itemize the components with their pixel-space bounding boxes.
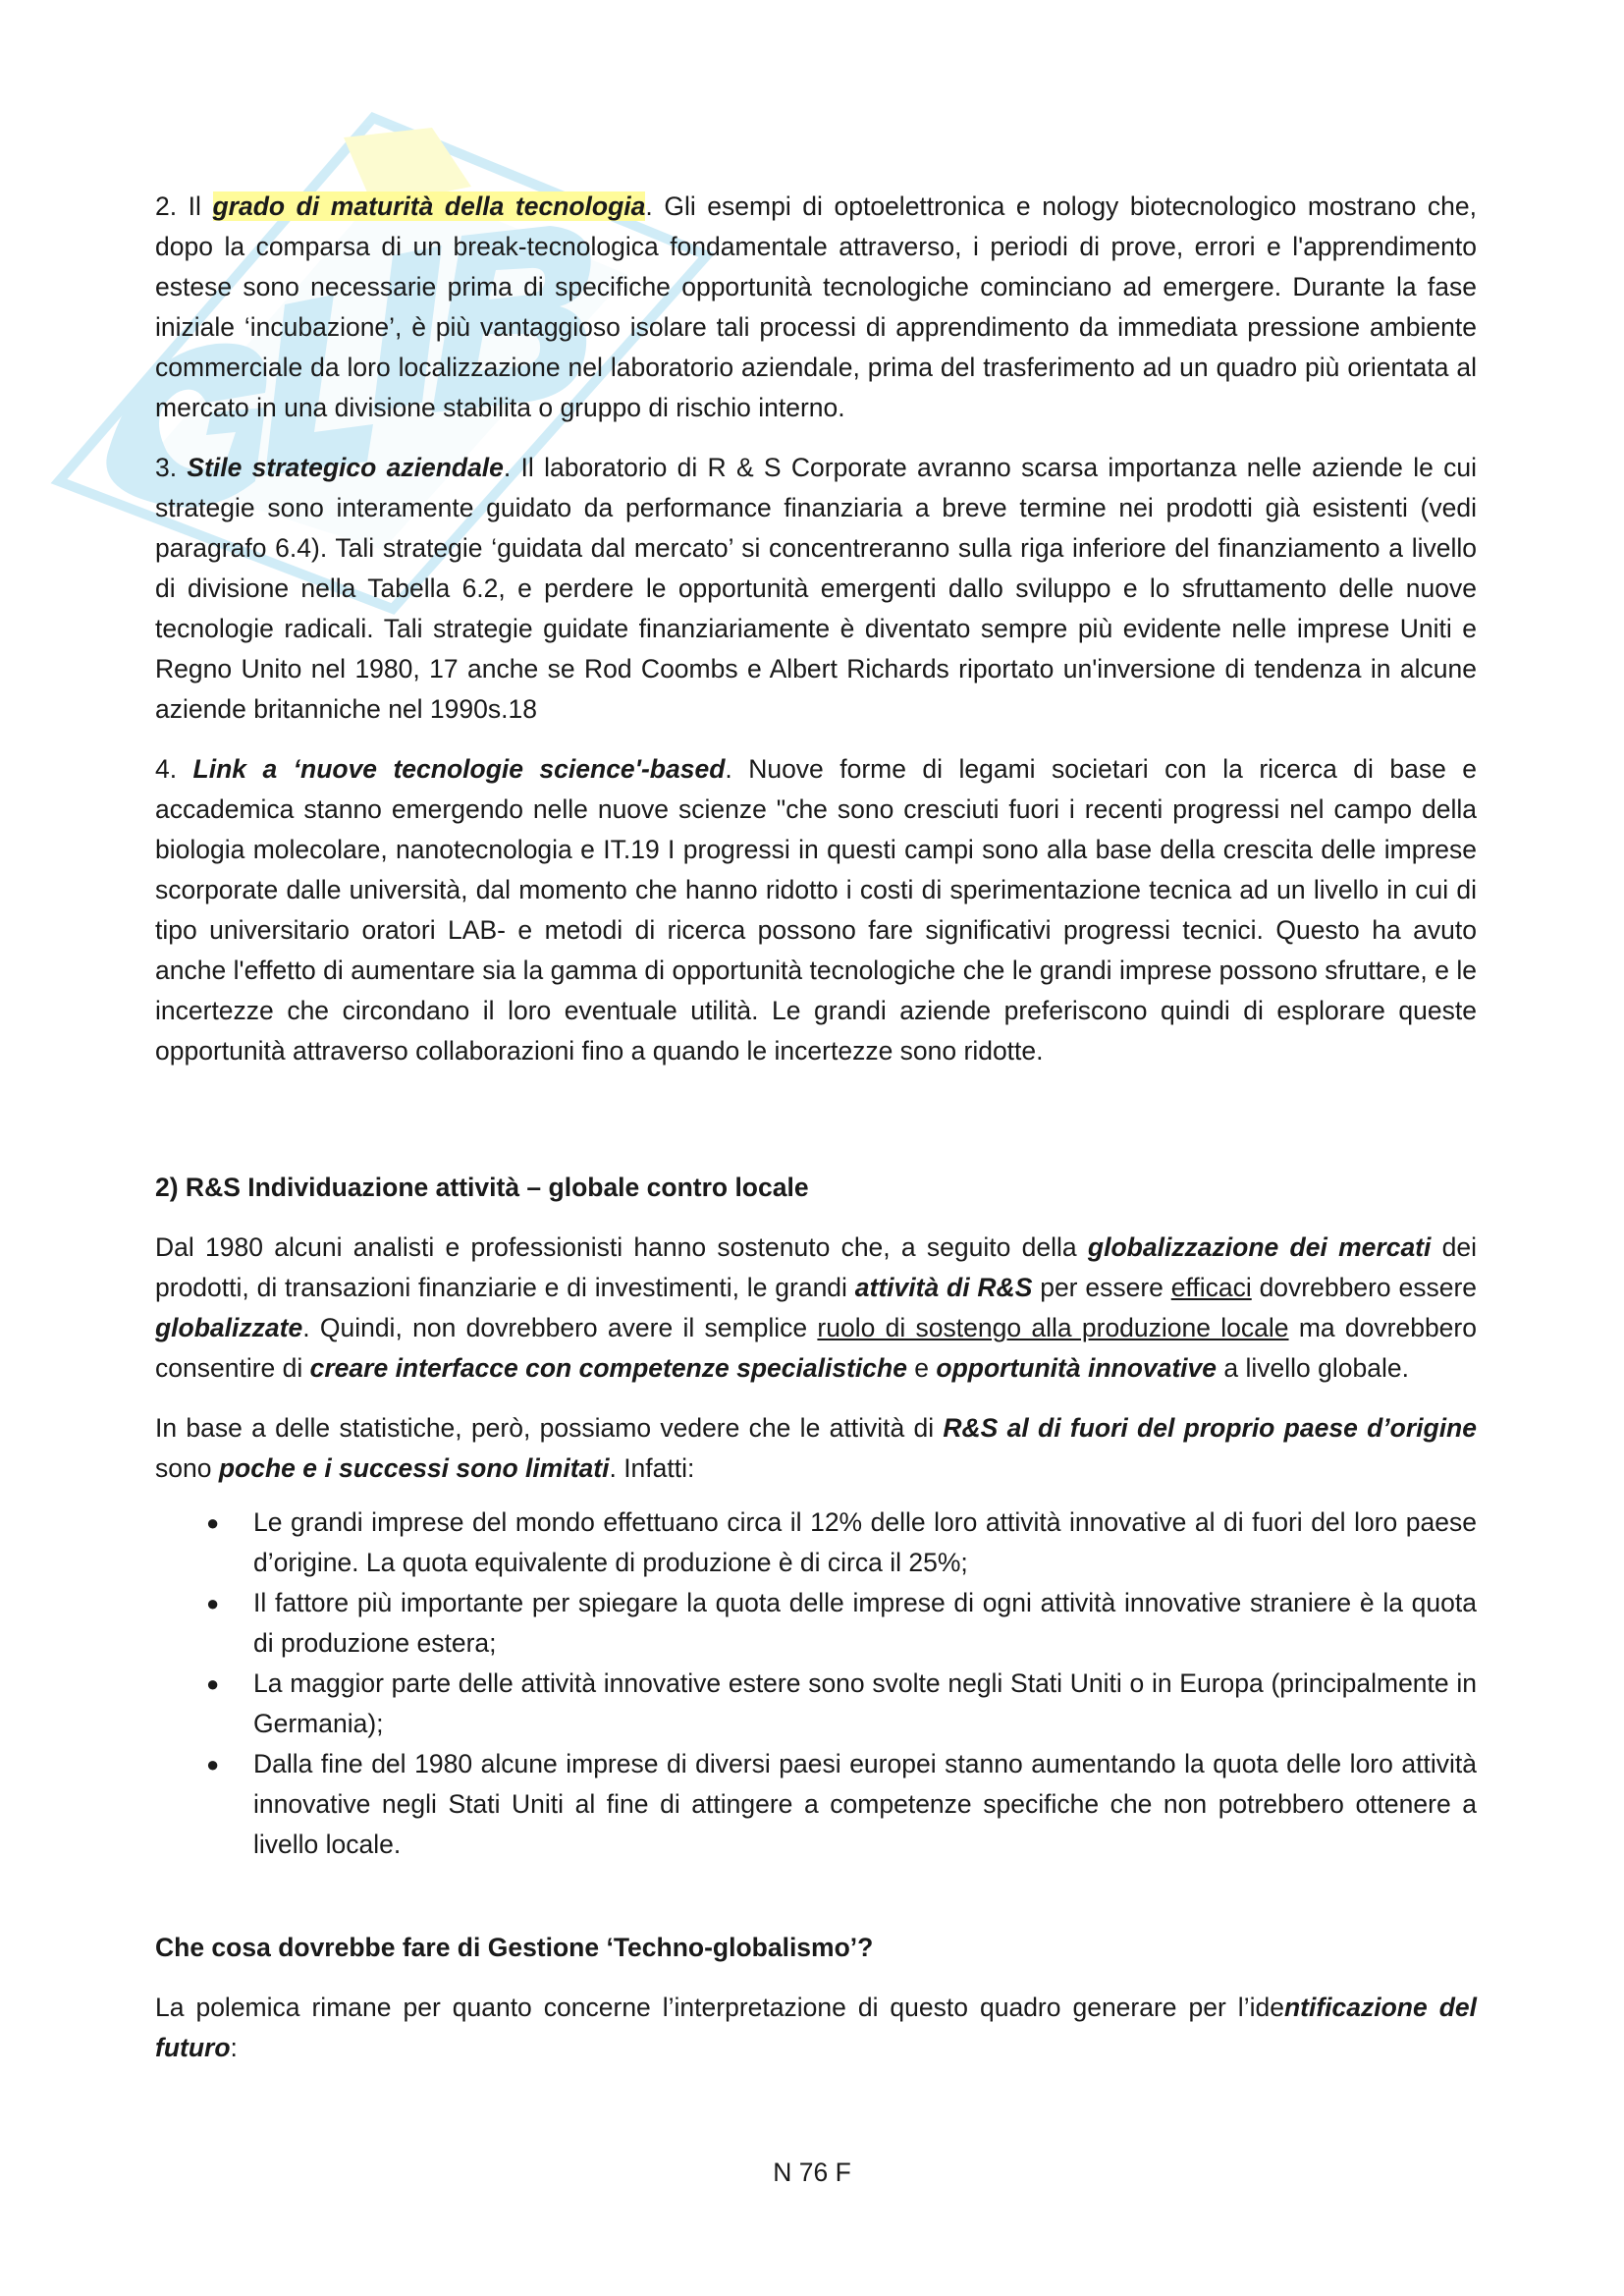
list-item: ● Dalla fine del 1980 alcune imprese di diversi paesi europei stanno aumentando la quota delle loro attività innovative negli Stati Uniti al fine di attingere a competenze specifiche che non potrebbero ottenere a livello locale. [155, 1744, 1477, 1865]
list-paragraph-4: 4. Link a ‘nuove tecnologie science'-based. Nuove forme di legami societari con la ricerca di base e accademica stanno emergendo nelle nuove scienze "che sono cresciuti fuori i recenti progressi nel campo della biologia molecolare, nanotecnologia e IT.19 I progressi in questi campi sono alla base della crescita delle imprese scorporate dalle università, dal momento che hanno ridotto i costi di sperimentazione tecnica ad un livello in cui di tipo universitario oratori LAB- e metodi di ricerca possono fare significativi progressi tecnici. Questo ha avuto anche l'effetto di aumentare sia la gamma di opportunità tecnologiche che le grandi imprese possono sfruttare, e le incertezze che circondano il loro eventuale utilità. Le grandi aziende preferiscono quindi di esplorare queste opportunità attraverso collaborazioni fino a quando le incertezze sono ridotte. [155, 754, 1477, 1066]
page-number: N 76 F [773, 2158, 851, 2187]
list-item: ● La maggior parte delle attività innovative estere sono svolte negli Stati Uniti o in Europa (principalmente in Germania); [155, 1664, 1477, 1744]
bullet-icon: ● [206, 1671, 220, 1696]
paragraph-statistics: In base a delle statistiche, però, possiamo vedere che le attività di R&S al di fuori del proprio paese d’origine sono poche e i successi sono limitati. Infatti: [155, 1413, 1477, 1483]
main-content [155, 187, 1477, 2068]
highlighted-title: grado di maturità della tecnologia [212, 191, 646, 221]
statistics-bullet-list [155, 1503, 1477, 1865]
bullet-icon: ● [206, 1510, 220, 1535]
bullet-icon: ● [206, 1591, 220, 1615]
list-paragraph-3: 3. Stile strategico aziendale. Il laboratorio di R & S Corporate avranno scarsa importanza nelle aziende le cui strategie sono interamente guidato da performance finanziaria a breve termine nei prodotti già esistenti (vedi paragrafo 6.4). Tali strategie ‘guidata dal mercato’ si concentreranno sulla riga inferiore del finanziamento a livello di divisione nella Tabella 6.2, e perdere le opportunità emergenti dallo sviluppo e lo sfruttamento delle nuove tecnologie radicali. Tali strategie guidate finanziariamente è diventato sempre più evidente nelle imprese Uniti e Regno Unito nel 1980, 17 anche se Rod Coombs e Albert Richards riportato un'inversione di tendenza in alcune aziende britanniche nel 1990s.18 [155, 453, 1477, 724]
section-heading-techno-globalism: Che cosa dovrebbe fare di Gestione ‘Techno-globalismo’? [155, 1933, 874, 1962]
list-item: ● Il fattore più importante per spiegare la quota delle imprese di ogni attività innovative straniere è la quota di produzione estera; [155, 1583, 1477, 1664]
section-heading-rs-localization: 2) R&S Individuazione attività – globale contro locale [155, 1173, 809, 1202]
paragraph-controversy: La polemica rimane per quanto concerne l’interpretazione di questo quadro generare per l’identificazione del futuro: [155, 1993, 1477, 2062]
list-paragraph-2: 2. Il grado di maturità della tecnologia. Gli esempi di optoelettronica e nology biotecnologico mostrano che, dopo la comparsa di un break-tecnologica fondamentale attraverso, i periodi di prove, errori e l'apprendimento estese sono necessarie prima di specifiche opportunità tecnologiche cominciano ad emergere. Durante la fase iniziale ‘incubazione’, è più vantaggioso isolare tali processi di apprendimento da immediata pressione ambiente commerciale da loro localizzazione nel laboratorio aziendale, prima del trasferimento ad un quadro più orientata al mercato in una divisione stabilita o gruppo di rischio interno. [155, 191, 1477, 422]
bullet-icon: ● [206, 1752, 220, 1777]
list-item: ● Le grandi imprese del mondo effettuano circa il 12% delle loro attività innovative al di fuori del loro paese d’origine. La quota equivalente di produzione è di circa il 25%; [155, 1503, 1477, 1583]
paragraph-globalization: Dal 1980 alcuni analisti e professionisti hanno sostenuto che, a seguito della globalizzazione dei mercati dei prodotti, di transazioni finanziarie e di investimenti, le grandi attività di R&S per essere efficaci dovrebbero essere globalizzate. Quindi, non dovrebbero avere il semplice ruolo di sostengo alla produzione locale ma dovrebbero consentire di creare interfacce con competenze specialistiche e opportunità innovative a livello globale. [155, 1232, 1478, 1383]
